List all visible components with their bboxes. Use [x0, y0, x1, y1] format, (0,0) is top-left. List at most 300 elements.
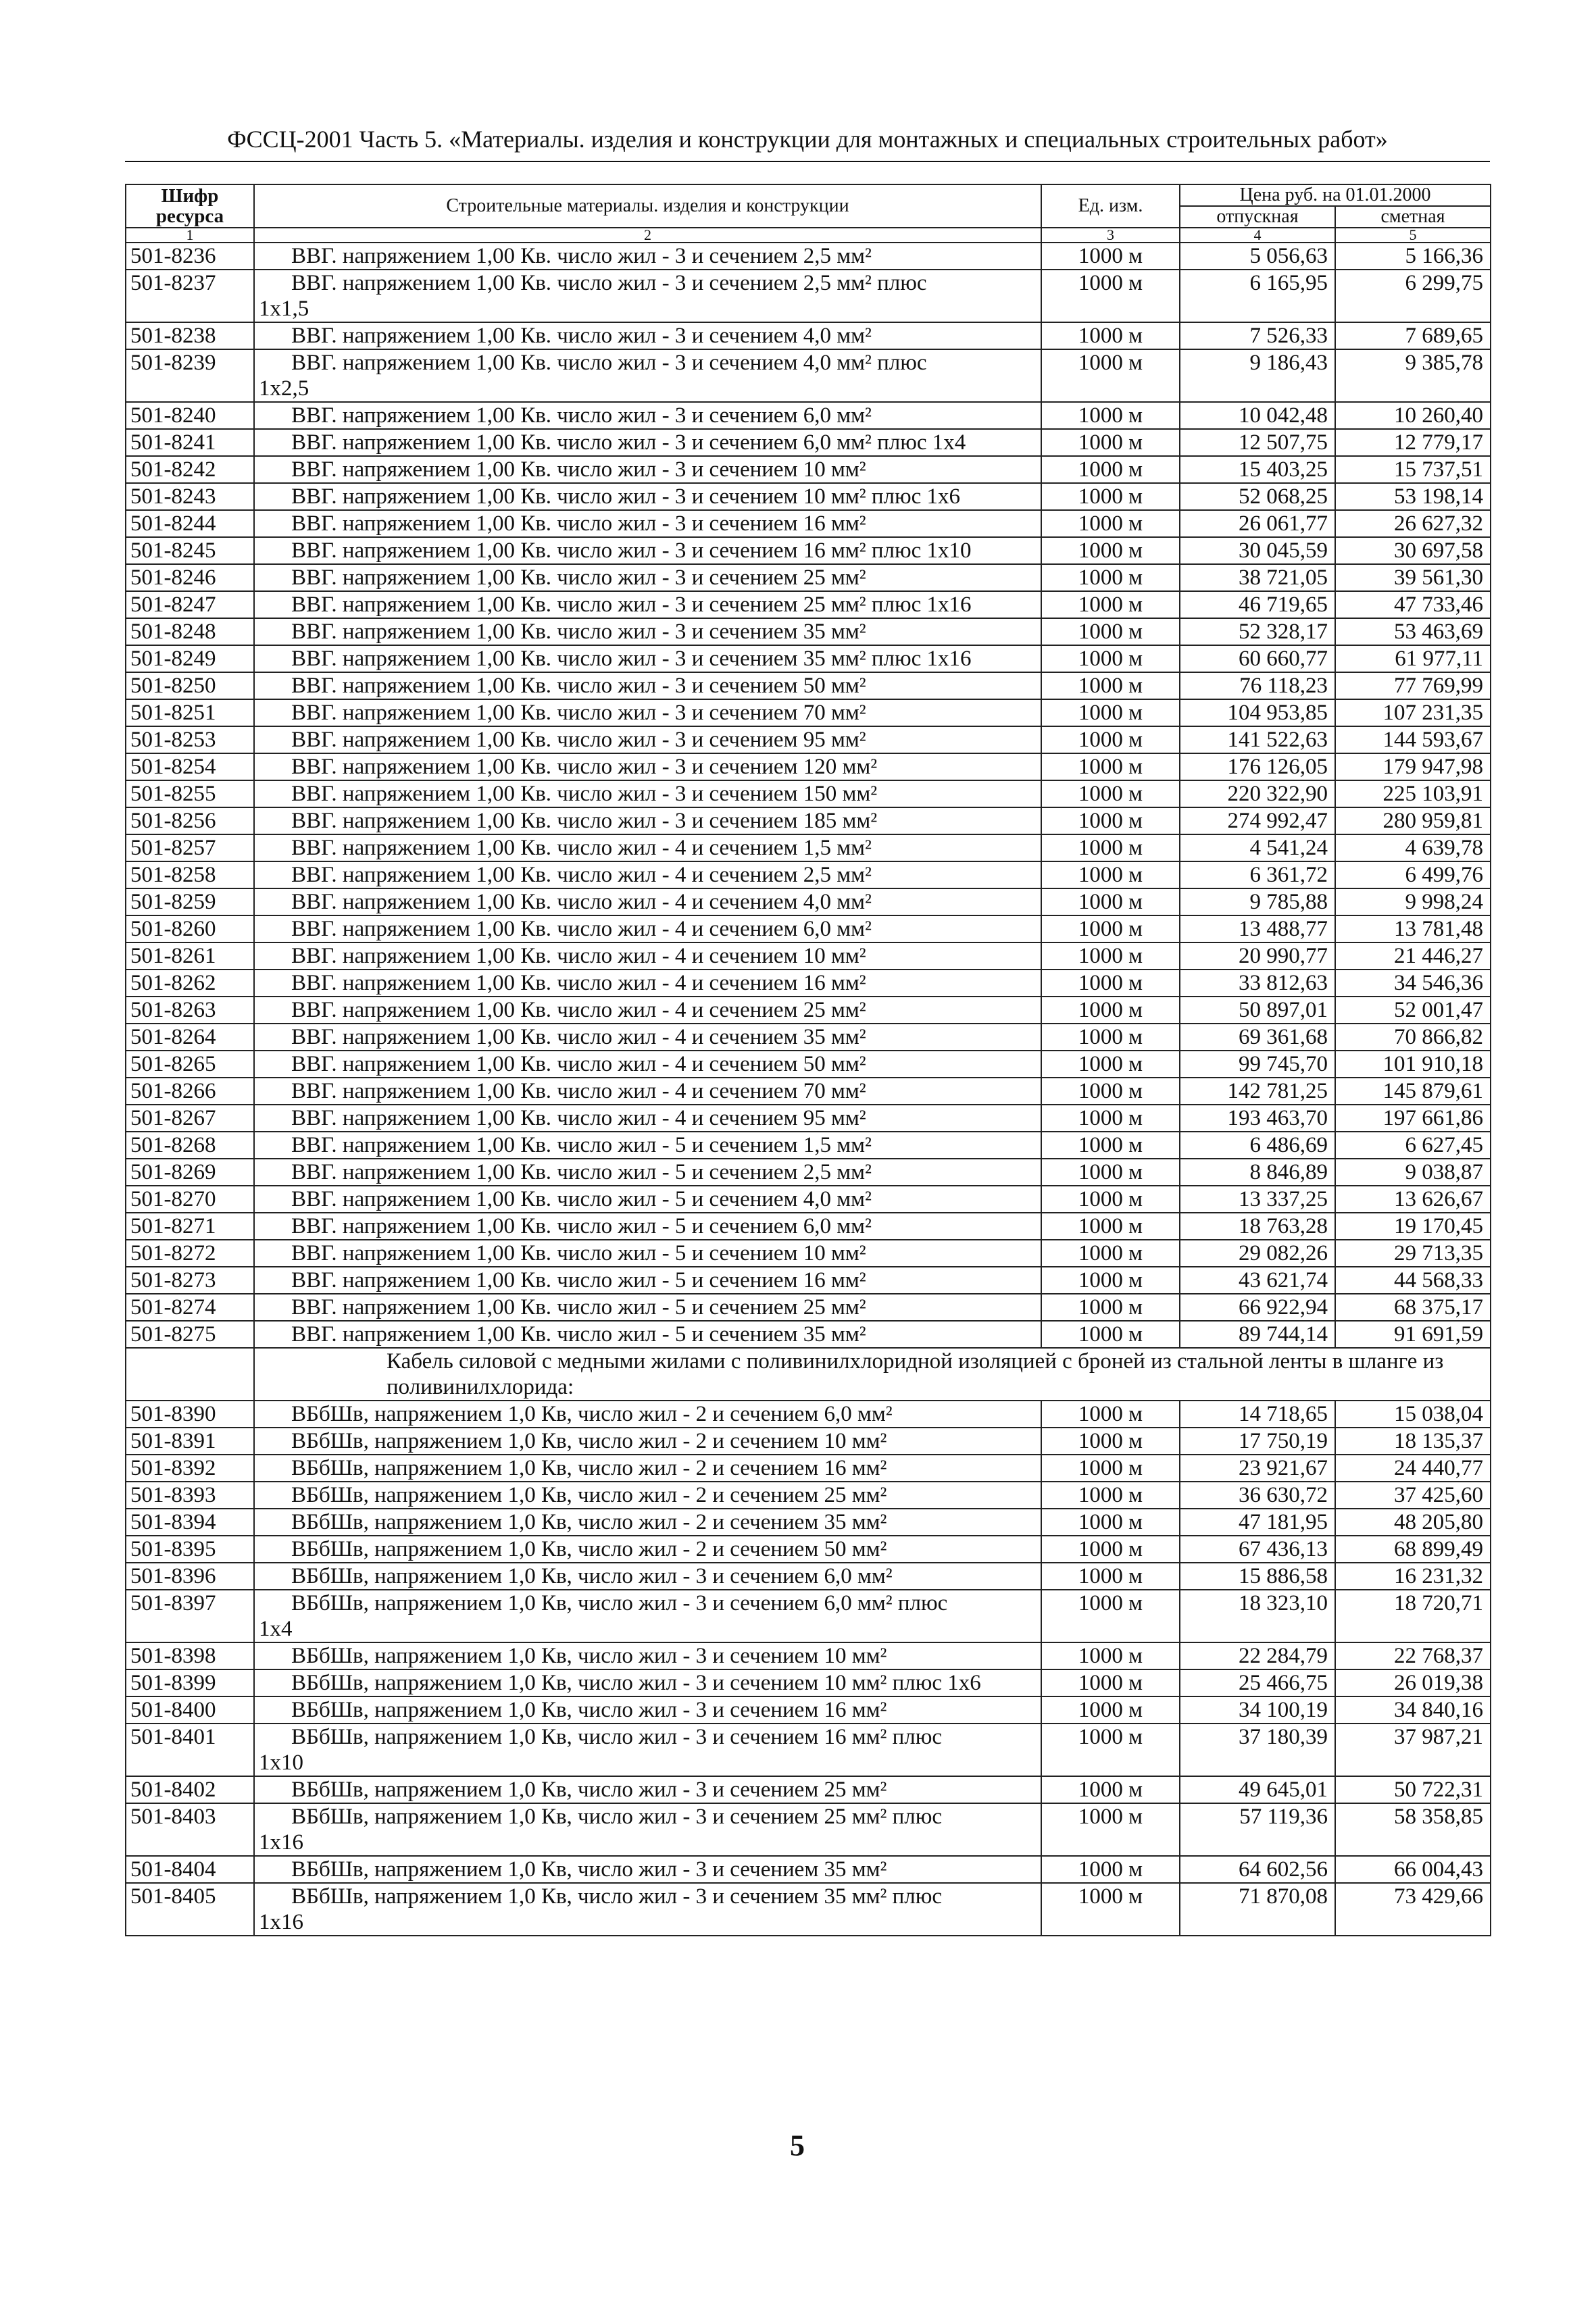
- col-header-code: Шифр ресурса: [126, 184, 254, 228]
- table-row: [126, 1696, 1491, 1724]
- description-line: ВВГ. напряжением 1,00 Кв. число жил - 4 и сечением 35 мм²: [291, 1025, 866, 1049]
- estimate-price-cell: 53 198,14: [1335, 483, 1491, 510]
- estimate-price-cell: 30 697,58: [1335, 537, 1491, 564]
- code-cell: 501-8394: [126, 1509, 254, 1536]
- col-number: 4: [1180, 228, 1335, 243]
- unit-cell: 1000 м: [1041, 1428, 1180, 1455]
- release-price-cell: 34 100,19: [1180, 1696, 1335, 1724]
- estimate-price-cell: 34 546,36: [1335, 970, 1491, 997]
- table-row: [126, 1590, 1491, 1642]
- page-number: 5: [790, 2129, 805, 2162]
- table-row: [126, 483, 1491, 510]
- description-cell: [254, 1724, 1041, 1776]
- description-line: ВВГ. напряжением 1,00 Кв. число жил - 4 и сечением 6,0 мм²: [291, 917, 872, 941]
- table-row: [126, 942, 1491, 970]
- release-price-cell: 7 526,33: [1180, 322, 1335, 349]
- description-cell: [254, 1563, 1041, 1590]
- unit-cell: 1000 м: [1041, 1669, 1180, 1696]
- description-line: ВВГ. напряжением 1,00 Кв. число жил - 4 и сечением 1,5 мм²: [291, 836, 872, 860]
- unit-cell: 1000 м: [1041, 1590, 1180, 1642]
- table-row: [126, 807, 1491, 834]
- table-row: [126, 645, 1491, 672]
- table-row: [126, 1294, 1491, 1321]
- description-cell: [254, 1267, 1041, 1294]
- release-price-cell: 13 488,77: [1180, 915, 1335, 942]
- unit-cell: 1000 м: [1041, 807, 1180, 834]
- description-line: ВВГ. напряжением 1,00 Кв. число жил - 3 и сечением 120 мм²: [291, 755, 878, 779]
- estimate-price-cell: 145 879,61: [1335, 1078, 1491, 1105]
- table-row: [126, 1428, 1491, 1455]
- estimate-price-cell: 21 446,27: [1335, 942, 1491, 970]
- unit-cell: 1000 м: [1041, 1213, 1180, 1240]
- release-price-cell: 176 126,05: [1180, 753, 1335, 780]
- code-cell: 501-8270: [126, 1186, 254, 1213]
- release-price-cell: 57 119,36: [1180, 1803, 1335, 1856]
- col-header-unit: Ед. изм.: [1041, 184, 1180, 228]
- code-cell: 501-8390: [126, 1401, 254, 1428]
- description-line: ВБбШв, напряжением 1,0 Кв, число жил - 3 и сечением 35 мм² плюс: [291, 1884, 943, 1909]
- estimate-price-cell: 50 722,31: [1335, 1776, 1491, 1803]
- estimate-price-cell: 280 959,81: [1335, 807, 1491, 834]
- release-price-cell: 193 463,70: [1180, 1105, 1335, 1132]
- release-price-cell: 36 630,72: [1180, 1482, 1335, 1509]
- estimate-price-cell: 15 038,04: [1335, 1401, 1491, 1428]
- description-cell: [254, 1803, 1041, 1856]
- col-header-release: отпускная: [1180, 206, 1335, 228]
- release-price-cell: 4 541,24: [1180, 834, 1335, 861]
- table-row: [126, 1455, 1491, 1482]
- estimate-price-cell: 6 627,45: [1335, 1132, 1491, 1159]
- table-row: [126, 322, 1491, 349]
- estimate-price-cell: 66 004,43: [1335, 1856, 1491, 1883]
- description-line: ВБбШв, напряжением 1,0 Кв, число жил - 3 и сечением 16 мм²: [291, 1698, 887, 1722]
- description-line: ВВГ. напряжением 1,00 Кв. число жил - 3 и сечением 50 мм²: [291, 674, 866, 698]
- estimate-price-cell: 47 733,46: [1335, 591, 1491, 618]
- code-cell: 501-8397: [126, 1590, 254, 1642]
- estimate-price-cell: 68 899,49: [1335, 1536, 1491, 1563]
- table-row: [126, 888, 1491, 915]
- table-row: [126, 1105, 1491, 1132]
- table-row: [126, 726, 1491, 753]
- description-cell: [254, 429, 1041, 456]
- description-cell: [254, 1590, 1041, 1642]
- code-cell: 501-8245: [126, 537, 254, 564]
- unit-cell: 1000 м: [1041, 1856, 1180, 1883]
- description-cell: [254, 243, 1041, 270]
- table-row: [126, 997, 1491, 1024]
- release-price-cell: 30 045,59: [1180, 537, 1335, 564]
- col-number: 5: [1335, 228, 1491, 243]
- description-cell: [254, 349, 1041, 402]
- estimate-price-cell: 9 038,87: [1335, 1159, 1491, 1186]
- unit-cell: 1000 м: [1041, 1776, 1180, 1803]
- description-line: ВБбШв, напряжением 1,0 Кв, число жил - 3 и сечением 10 мм²: [291, 1644, 887, 1668]
- unit-cell: 1000 м: [1041, 1105, 1180, 1132]
- code-cell: 501-8261: [126, 942, 254, 970]
- code-cell: 501-8393: [126, 1482, 254, 1509]
- release-price-cell: 43 621,74: [1180, 1267, 1335, 1294]
- table-row: [126, 1724, 1491, 1776]
- estimate-price-cell: 6 499,76: [1335, 861, 1491, 888]
- page-header: ФССЦ-2001 Часть 5. «Материалы. изделия и конструкции для монтажных и специальных строительных работ»: [227, 126, 1388, 153]
- release-price-cell: 67 436,13: [1180, 1536, 1335, 1563]
- description-line: ВБбШв, напряжением 1,0 Кв, число жил - 3 и сечением 25 мм²: [291, 1778, 887, 1802]
- release-price-cell: 23 921,67: [1180, 1455, 1335, 1482]
- description-cell: [254, 1883, 1041, 1936]
- unit-cell: 1000 м: [1041, 1883, 1180, 1936]
- description-line: ВВГ. напряжением 1,00 Кв. число жил - 3 и сечением 10 мм² плюс 1x6: [291, 484, 961, 509]
- unit-cell: 1000 м: [1041, 672, 1180, 699]
- table-row: [126, 699, 1491, 726]
- description-cell: [254, 753, 1041, 780]
- code-cell: 501-8239: [126, 349, 254, 402]
- table-body: [126, 243, 1491, 1936]
- description-line: ВВГ. напряжением 1,00 Кв. число жил - 4 и сечением 10 мм²: [291, 944, 866, 968]
- release-price-cell: 5 056,63: [1180, 243, 1335, 270]
- code-cell: 501-8398: [126, 1642, 254, 1669]
- code-cell: 501-8267: [126, 1105, 254, 1132]
- unit-cell: 1000 м: [1041, 456, 1180, 483]
- code-cell: 501-8240: [126, 402, 254, 429]
- estimate-price-cell: 18 720,71: [1335, 1590, 1491, 1642]
- description-line: ВВГ. напряжением 1,00 Кв. число жил - 5 и сечением 2,5 мм²: [291, 1160, 872, 1184]
- unit-cell: 1000 м: [1041, 243, 1180, 270]
- estimate-price-cell: 52 001,47: [1335, 997, 1491, 1024]
- description-cell: [254, 322, 1041, 349]
- estimate-price-cell: 29 713,35: [1335, 1240, 1491, 1267]
- estimate-price-cell: 19 170,45: [1335, 1213, 1491, 1240]
- table-row: [126, 1669, 1491, 1696]
- release-price-cell: 9 785,88: [1180, 888, 1335, 915]
- estimate-price-cell: 225 103,91: [1335, 780, 1491, 807]
- unit-cell: 1000 м: [1041, 591, 1180, 618]
- group-heading: Кабель силовой с медными жилами с поливинилхлоридной изоляцией с броней из стальной ленты в шланге из поливинилхлорида:: [254, 1348, 1491, 1401]
- unit-cell: 1000 м: [1041, 1455, 1180, 1482]
- release-price-cell: 8 846,89: [1180, 1159, 1335, 1186]
- estimate-price-cell: 73 429,66: [1335, 1883, 1491, 1936]
- unit-cell: 1000 м: [1041, 861, 1180, 888]
- code-cell: 501-8246: [126, 564, 254, 591]
- estimate-price-cell: 4 639,78: [1335, 834, 1491, 861]
- estimate-price-cell: 37 425,60: [1335, 1482, 1491, 1509]
- description-cell: [254, 1213, 1041, 1240]
- description-line: ВВГ. напряжением 1,00 Кв. число жил - 3 и сечением 2,5 мм²: [291, 244, 872, 268]
- description-cell: [254, 997, 1041, 1024]
- table-row: [126, 834, 1491, 861]
- release-price-cell: 6 486,69: [1180, 1132, 1335, 1159]
- description-line: ВВГ. напряжением 1,00 Кв. число жил - 3 и сечением 4,0 мм²: [291, 324, 872, 348]
- estimate-price-cell: 68 375,17: [1335, 1294, 1491, 1321]
- estimate-price-cell: 26 019,38: [1335, 1669, 1491, 1696]
- unit-cell: 1000 м: [1041, 1267, 1180, 1294]
- release-price-cell: 18 763,28: [1180, 1213, 1335, 1240]
- code-cell: 501-8265: [126, 1051, 254, 1078]
- description-line: ВВГ. напряжением 1,00 Кв. число жил - 4 и сечением 50 мм²: [291, 1052, 866, 1076]
- description-line: ВВГ. напряжением 1,00 Кв. число жил - 3 и сечением 2,5 мм² плюс: [291, 271, 927, 295]
- description-cell: [254, 888, 1041, 915]
- description-cell: [254, 591, 1041, 618]
- col-header-price: Цена руб. на 01.01.2000: [1180, 184, 1491, 206]
- table-row: [126, 970, 1491, 997]
- description-cell: [254, 402, 1041, 429]
- unit-cell: 1000 м: [1041, 1803, 1180, 1856]
- release-price-cell: 22 284,79: [1180, 1642, 1335, 1669]
- code-cell: 501-8238: [126, 322, 254, 349]
- unit-cell: 1000 м: [1041, 402, 1180, 429]
- unit-cell: 1000 м: [1041, 1724, 1180, 1776]
- code-cell: 501-8237: [126, 270, 254, 322]
- description-line: ВВГ. напряжением 1,00 Кв. число жил - 3 и сечением 25 мм² плюс 1x16: [291, 593, 972, 617]
- description-line: ВВГ. напряжением 1,00 Кв. число жил - 5 и сечением 10 мм²: [291, 1241, 866, 1265]
- code-cell: 501-8249: [126, 645, 254, 672]
- code-cell: 501-8266: [126, 1078, 254, 1105]
- unit-cell: 1000 м: [1041, 915, 1180, 942]
- code-cell: 501-8395: [126, 1536, 254, 1563]
- unit-cell: 1000 м: [1041, 1482, 1180, 1509]
- description-cell: [254, 1078, 1041, 1105]
- description-line: ВВГ. напряжением 1,00 Кв. число жил - 4 и сечением 25 мм²: [291, 998, 866, 1022]
- unit-cell: 1000 м: [1041, 1536, 1180, 1563]
- description-cell: [254, 861, 1041, 888]
- code-cell: 501-8404: [126, 1856, 254, 1883]
- code-cell: 501-8274: [126, 1294, 254, 1321]
- description-cell: [254, 726, 1041, 753]
- table-row: [126, 1213, 1491, 1240]
- code-cell: 501-8247: [126, 591, 254, 618]
- description-line: ВВГ. напряжением 1,00 Кв. число жил - 5 и сечением 6,0 мм²: [291, 1214, 872, 1238]
- code-cell: 501-8256: [126, 807, 254, 834]
- unit-cell: 1000 м: [1041, 997, 1180, 1024]
- unit-cell: 1000 м: [1041, 483, 1180, 510]
- code-cell: 501-8400: [126, 1696, 254, 1724]
- description-cell: [254, 483, 1041, 510]
- unit-cell: 1000 м: [1041, 270, 1180, 322]
- description-line: ВВГ. напряжением 1,00 Кв. число жил - 5 и сечением 25 мм²: [291, 1295, 866, 1319]
- unit-cell: 1000 м: [1041, 1321, 1180, 1348]
- estimate-price-cell: 6 299,75: [1335, 270, 1491, 322]
- code-cell: 501-8255: [126, 780, 254, 807]
- estimate-price-cell: 48 205,80: [1335, 1509, 1491, 1536]
- release-price-cell: 76 118,23: [1180, 672, 1335, 699]
- table-row: [126, 1563, 1491, 1590]
- estimate-price-cell: 77 769,99: [1335, 672, 1491, 699]
- description-line: 1x4: [259, 1617, 293, 1641]
- code-cell: 501-8241: [126, 429, 254, 456]
- estimate-price-cell: 5 166,36: [1335, 243, 1491, 270]
- estimate-price-cell: 22 768,37: [1335, 1642, 1491, 1669]
- code-cell: 501-8402: [126, 1776, 254, 1803]
- estimate-price-cell: 26 627,32: [1335, 510, 1491, 537]
- table-row: [126, 1803, 1491, 1856]
- release-price-cell: 50 897,01: [1180, 997, 1335, 1024]
- description-line: 1x1,5: [259, 297, 309, 321]
- code-cell: 501-8403: [126, 1803, 254, 1856]
- description-cell: [254, 780, 1041, 807]
- unit-cell: 1000 м: [1041, 1159, 1180, 1186]
- description-cell: [254, 1642, 1041, 1669]
- description-line: ВВГ. напряжением 1,00 Кв. число жил - 5 и сечением 4,0 мм²: [291, 1187, 872, 1211]
- unit-cell: 1000 м: [1041, 942, 1180, 970]
- description-cell: [254, 1509, 1041, 1536]
- code-cell: 501-8244: [126, 510, 254, 537]
- estimate-price-cell: 53 463,69: [1335, 618, 1491, 645]
- description-line: ВВГ. напряжением 1,00 Кв. число жил - 3 и сечением 185 мм²: [291, 809, 878, 833]
- group-row: [126, 1348, 1491, 1401]
- description-line: ВБбШв, напряжением 1,0 Кв, число жил - 3 и сечением 10 мм² плюс 1x6: [291, 1671, 981, 1695]
- group-code-cell: [126, 1348, 254, 1401]
- release-price-cell: 10 042,48: [1180, 402, 1335, 429]
- release-price-cell: 60 660,77: [1180, 645, 1335, 672]
- description-cell: [254, 1401, 1041, 1428]
- estimate-price-cell: 70 866,82: [1335, 1024, 1491, 1051]
- release-price-cell: 17 750,19: [1180, 1428, 1335, 1455]
- release-price-cell: 15 886,58: [1180, 1563, 1335, 1590]
- description-line: ВВГ. напряжением 1,00 Кв. число жил - 4 и сечением 95 мм²: [291, 1106, 866, 1130]
- description-cell: [254, 1455, 1041, 1482]
- table-row: [126, 672, 1491, 699]
- table-row: [126, 780, 1491, 807]
- description-line: ВБбШв, напряжением 1,0 Кв, число жил - 3 и сечением 25 мм² плюс: [291, 1805, 943, 1829]
- release-price-cell: 64 602,56: [1180, 1856, 1335, 1883]
- table-row: [126, 591, 1491, 618]
- estimate-price-cell: 16 231,32: [1335, 1563, 1491, 1590]
- description-cell: [254, 510, 1041, 537]
- price-table: [125, 184, 1491, 1936]
- unit-cell: 1000 м: [1041, 429, 1180, 456]
- release-price-cell: 26 061,77: [1180, 510, 1335, 537]
- estimate-price-cell: 197 661,86: [1335, 1105, 1491, 1132]
- code-cell: 501-8248: [126, 618, 254, 645]
- description-line: ВВГ. напряжением 1,00 Кв. число жил - 5 и сечением 1,5 мм²: [291, 1133, 872, 1157]
- unit-cell: 1000 м: [1041, 753, 1180, 780]
- table-row: [126, 1240, 1491, 1267]
- table-row: [126, 349, 1491, 402]
- code-cell: 501-8275: [126, 1321, 254, 1348]
- description-line: ВВГ. напряжением 1,00 Кв. число жил - 5 и сечением 16 мм²: [291, 1268, 866, 1292]
- code-cell: 501-8263: [126, 997, 254, 1024]
- table-head: [126, 184, 1491, 243]
- description-line: 1x16: [259, 1910, 303, 1934]
- description-line: ВВГ. напряжением 1,00 Кв. число жил - 3 и сечением 70 мм²: [291, 701, 866, 725]
- unit-cell: 1000 м: [1041, 888, 1180, 915]
- code-cell: 501-8257: [126, 834, 254, 861]
- description-line: 1x16: [259, 1830, 303, 1855]
- table-row: [126, 1642, 1491, 1669]
- description-cell: [254, 1321, 1041, 1348]
- unit-cell: 1000 м: [1041, 537, 1180, 564]
- code-cell: 501-8399: [126, 1669, 254, 1696]
- code-cell: 501-8254: [126, 753, 254, 780]
- release-price-cell: 6 165,95: [1180, 270, 1335, 322]
- table-row: [126, 402, 1491, 429]
- description-line: ВВГ. напряжением 1,00 Кв. число жил - 3 и сечением 95 мм²: [291, 728, 866, 752]
- description-line: ВВГ. напряжением 1,00 Кв. число жил - 3 и сечением 35 мм² плюс 1x16: [291, 647, 972, 671]
- unit-cell: 1000 м: [1041, 645, 1180, 672]
- estimate-price-cell: 13 626,67: [1335, 1186, 1491, 1213]
- description-cell: [254, 1132, 1041, 1159]
- table-row: [126, 1482, 1491, 1509]
- description-line: ВВГ. напряжением 1,00 Кв. число жил - 4 и сечением 2,5 мм²: [291, 863, 872, 887]
- description-cell: [254, 564, 1041, 591]
- release-price-cell: 66 922,94: [1180, 1294, 1335, 1321]
- estimate-price-cell: 37 987,21: [1335, 1724, 1491, 1776]
- estimate-price-cell: 12 779,17: [1335, 429, 1491, 456]
- description-cell: [254, 1536, 1041, 1563]
- unit-cell: 1000 м: [1041, 1186, 1180, 1213]
- release-price-cell: 49 645,01: [1180, 1776, 1335, 1803]
- table-row: [126, 1856, 1491, 1883]
- unit-cell: 1000 м: [1041, 349, 1180, 402]
- code-cell: 501-8264: [126, 1024, 254, 1051]
- code-cell: 501-8396: [126, 1563, 254, 1590]
- description-line: ВБбШв, напряжением 1,0 Кв, число жил - 3 и сечением 35 мм²: [291, 1857, 887, 1882]
- description-line: ВБбШв, напряжением 1,0 Кв, число жил - 2 и сечением 10 мм²: [291, 1429, 887, 1453]
- release-price-cell: 69 361,68: [1180, 1024, 1335, 1051]
- code-cell: 501-8260: [126, 915, 254, 942]
- estimate-price-cell: 58 358,85: [1335, 1803, 1491, 1856]
- description-cell: [254, 1186, 1041, 1213]
- description-cell: [254, 1294, 1041, 1321]
- estimate-price-cell: 9 998,24: [1335, 888, 1491, 915]
- code-cell: 501-8253: [126, 726, 254, 753]
- table-row: [126, 1132, 1491, 1159]
- table-row: [126, 564, 1491, 591]
- estimate-price-cell: 34 840,16: [1335, 1696, 1491, 1724]
- estimate-price-cell: 179 947,98: [1335, 753, 1491, 780]
- description-cell: [254, 1856, 1041, 1883]
- code-cell: 501-8250: [126, 672, 254, 699]
- release-price-cell: 220 322,90: [1180, 780, 1335, 807]
- description-line: ВВГ. напряжением 1,00 Кв. число жил - 3 и сечением 16 мм²: [291, 511, 866, 536]
- unit-cell: 1000 м: [1041, 1294, 1180, 1321]
- description-line: 1x2,5: [259, 376, 309, 401]
- table-row: [126, 243, 1491, 270]
- table-row: [126, 537, 1491, 564]
- table-row: [126, 915, 1491, 942]
- unit-cell: 1000 м: [1041, 726, 1180, 753]
- description-cell: [254, 270, 1041, 322]
- release-price-cell: 274 992,47: [1180, 807, 1335, 834]
- table-row: [126, 1051, 1491, 1078]
- table-row: [126, 753, 1491, 780]
- release-price-cell: 104 953,85: [1180, 699, 1335, 726]
- description-cell: [254, 1240, 1041, 1267]
- description-cell: [254, 1669, 1041, 1696]
- table-row: [126, 618, 1491, 645]
- description-cell: [254, 1024, 1041, 1051]
- description-line: ВВГ. напряжением 1,00 Кв. число жил - 3 и сечением 4,0 мм² плюс: [291, 351, 927, 375]
- unit-cell: 1000 м: [1041, 618, 1180, 645]
- table-row: [126, 1321, 1491, 1348]
- code-cell: 501-8251: [126, 699, 254, 726]
- estimate-price-cell: 107 231,35: [1335, 699, 1491, 726]
- description-line: ВБбШв, напряжением 1,0 Кв, число жил - 3 и сечением 16 мм² плюс: [291, 1725, 943, 1749]
- code-cell: 501-8268: [126, 1132, 254, 1159]
- description-cell: [254, 645, 1041, 672]
- release-price-cell: 29 082,26: [1180, 1240, 1335, 1267]
- col-number: 2: [254, 228, 1041, 243]
- estimate-price-cell: 144 593,67: [1335, 726, 1491, 753]
- table-row: [126, 1186, 1491, 1213]
- release-price-cell: 37 180,39: [1180, 1724, 1335, 1776]
- code-cell: 501-8262: [126, 970, 254, 997]
- col-number: 1: [126, 228, 254, 243]
- description-line: ВБбШв, напряжением 1,0 Кв, число жил - 2 и сечением 16 мм²: [291, 1456, 887, 1480]
- code-cell: 501-8405: [126, 1883, 254, 1936]
- description-line: ВБбШв, напряжением 1,0 Кв, число жил - 2 и сечением 25 мм²: [291, 1483, 887, 1507]
- unit-cell: 1000 м: [1041, 1642, 1180, 1669]
- description-line: ВБбШв, напряжением 1,0 Кв, число жил - 3 и сечением 6,0 мм²: [291, 1564, 893, 1588]
